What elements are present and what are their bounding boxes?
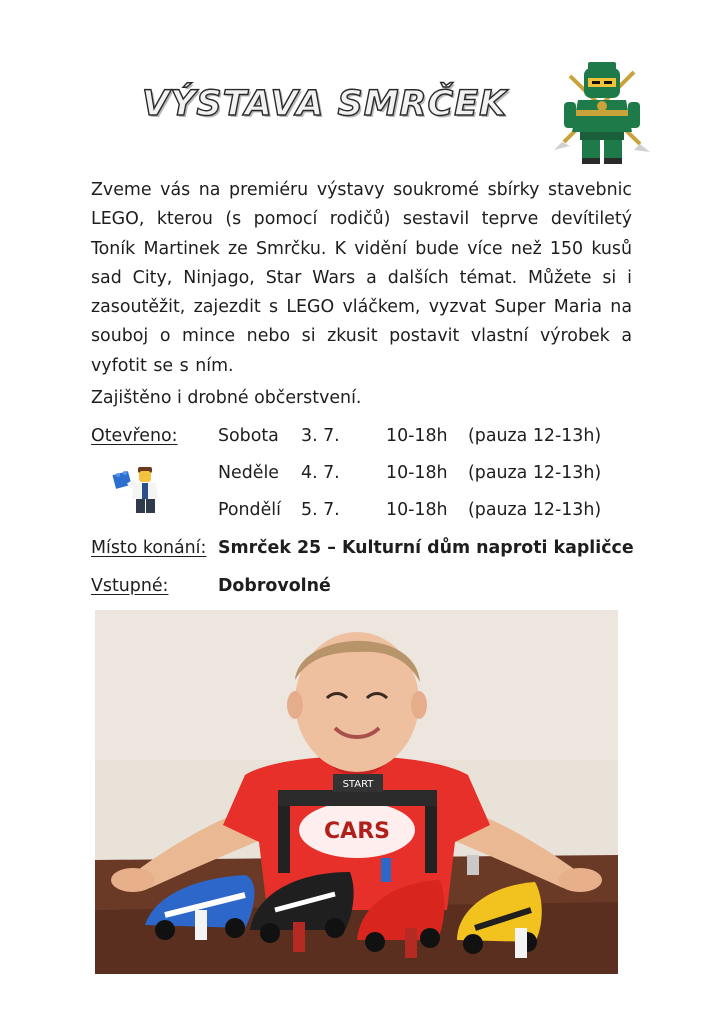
admission-label: Vstupné: (91, 576, 169, 596)
schedule-label: Otevřeno: (91, 426, 178, 446)
lego-boy-figure (112, 465, 162, 515)
schedule-day-1: Sobota (218, 426, 279, 446)
schedule-pause-1: (pauza 12-13h) (468, 426, 602, 446)
schedule-date-1: 3. 7. (301, 426, 340, 446)
schedule-pause-3: (pauza 12-13h) (468, 500, 602, 520)
lego-ninja-figure (552, 58, 652, 168)
schedule-pause-2: (pauza 12-13h) (468, 463, 602, 483)
schedule-date-2: 4. 7. (301, 463, 340, 483)
schedule-hours-2: 10-18h (386, 463, 448, 483)
schedule-hours-3: 10-18h (386, 500, 448, 520)
schedule-hours-1: 10-18h (386, 426, 448, 446)
refreshments-note: Zajištěno i drobné občerstvení. (91, 388, 362, 408)
venue-label: Místo konání: (91, 538, 207, 558)
schedule-day-2: Neděle (218, 463, 279, 483)
poster-title: VÝSTAVA SMRČEK (142, 84, 508, 124)
admission-value: Dobrovolné (218, 576, 331, 596)
start-banner-text: START (342, 779, 374, 790)
schedule-day-3: Pondělí (218, 500, 281, 520)
shirt-print-text: CARS (324, 819, 390, 844)
intro-paragraph: Zveme vás na premiéru výstavy soukromé sbírky stavebnic LEGO, kterou (s pomocí rodičů) sestavil teprve devítiletý Toník Martinek ze Smrčku. K vidění bude více než 150 kusů sad City, Ninjago, Star Wars a dalších témat. Můžete si i zasoutěžit, zajezdit s LEGO vláčkem, vyzvat Super Maria na souboj o mince nebo si zkusit postavit vlastní výrobek a vyfotit se s ním. (91, 180, 632, 376)
photo-boy-with-lego-cars (95, 610, 618, 974)
schedule-date-3: 5. 7. (301, 500, 340, 520)
venue-value: Smrček 25 – Kulturní dům naproti kapličce (218, 538, 634, 558)
